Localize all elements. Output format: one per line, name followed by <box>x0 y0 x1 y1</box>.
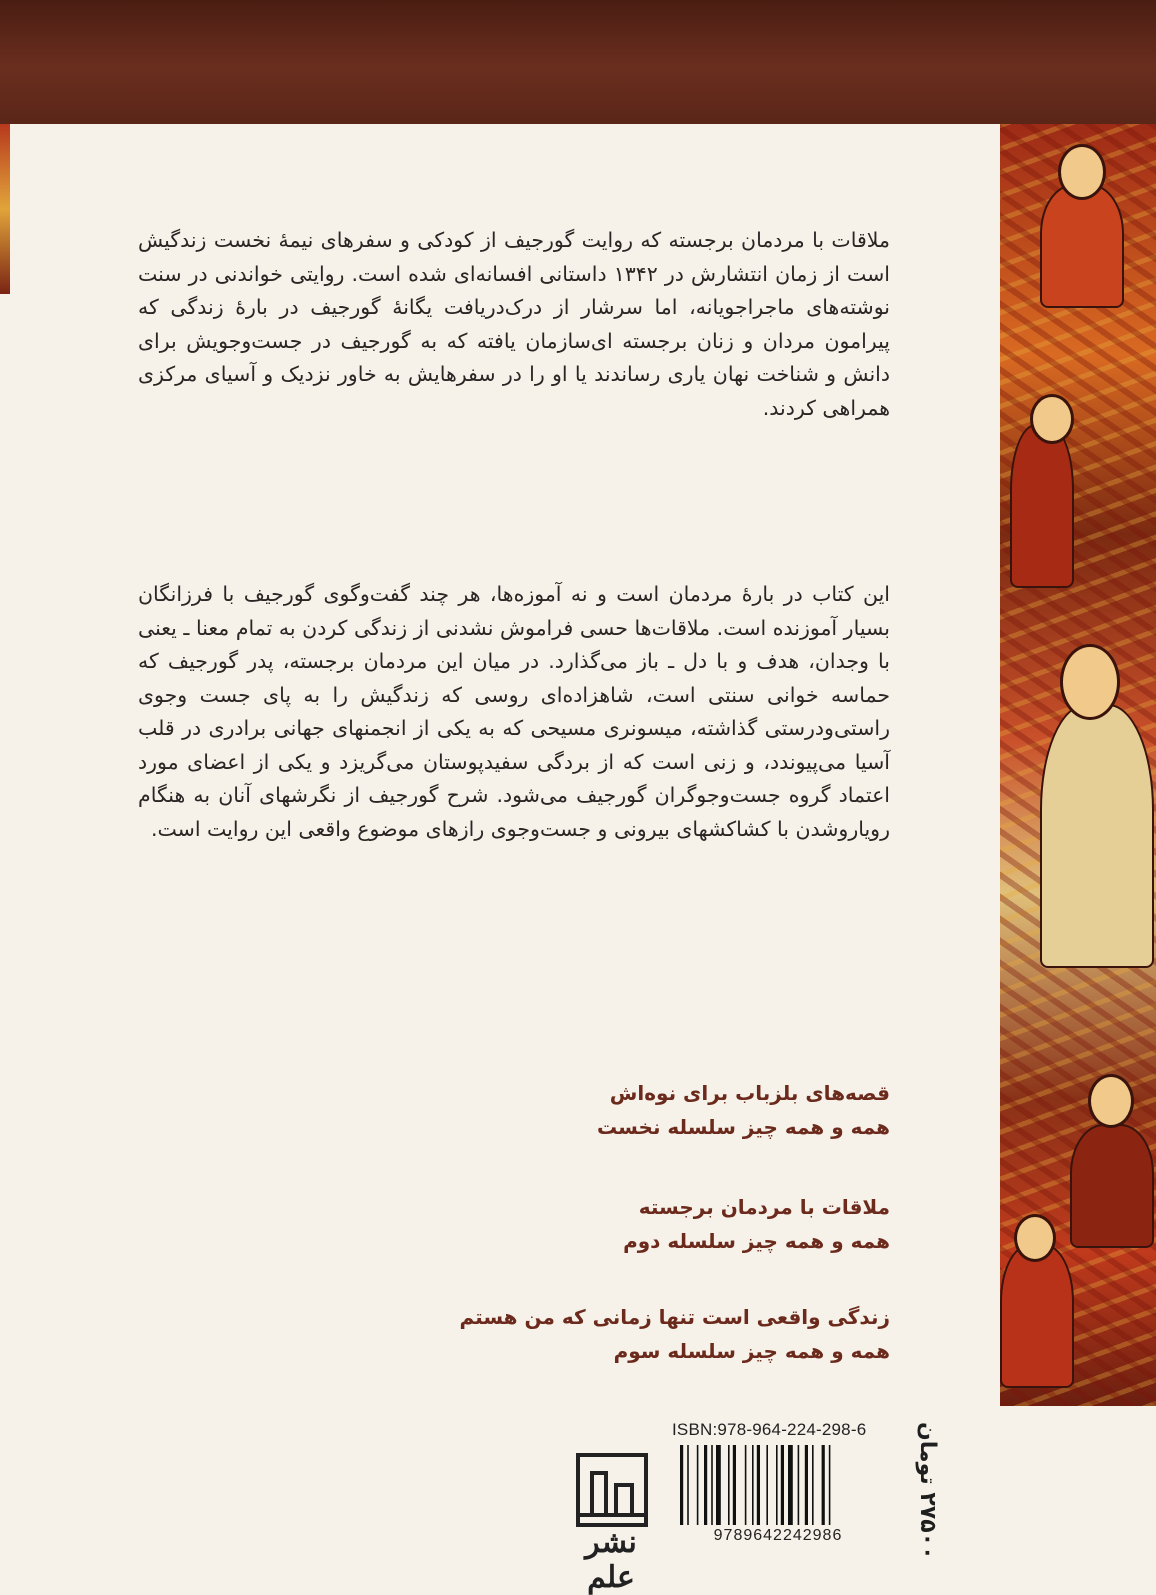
barcode-digits: 9789642242986 <box>713 1527 843 1544</box>
series-entry-2 <box>380 1190 890 1258</box>
series-title: زندگی واقعی است تنها زمانی که من هستم <box>459 1305 890 1329</box>
series-entry-3 <box>380 1300 890 1368</box>
series-title: ملاقات با مردمان برجسته <box>638 1195 890 1219</box>
series-subtitle: همه و همه چیز سلسله دوم <box>623 1229 890 1253</box>
cover-top-band <box>0 0 1156 124</box>
price-label: ۲۷۵۰۰ تومان <box>915 1422 940 1560</box>
barcode <box>678 1445 878 1525</box>
cover-painting <box>1000 124 1156 1406</box>
series-subtitle: همه و همه چیز سلسله نخست <box>597 1115 890 1139</box>
series-subtitle: همه و همه چیز سلسله سوم <box>613 1339 890 1363</box>
description-paragraph-1: ملاقات با مردمان برجسته که روایت گورجیف از کودکی و سفرهای نیمهٔ نخست زندگیش است از زمان انتشارش در ۱۳۴۲ داستانی افسانه‌ای شده است. روایتی خواندنی در سنت نوشته‌های ماجراجویانه، اما سرشار از درک‌دریافت یگانهٔ گورجیف در بارهٔ زندگی که پیرامون مردان و زنان برجسته ای‌سازمان یافته که به گورجیف در جست‌وجویش برای دانش و شناخت نهان یاری رساندند یا او را در سفرهایش به خاور نزدیک و آسیای مرکزی همراهی کردند. <box>138 228 890 420</box>
publisher-name: نشر علم <box>585 1525 637 1595</box>
description-paragraph-2: این کتاب در بارهٔ مردمان است و نه آموزه‌ها، هر چند گفت‌وگوی گورجیف با فرزانگان بسیار آموزنده است. ملاقات‌ها حسی فراموش نشدنی از زندگی کردن به تمام معنا ـ یعنی با وجدان، هدف و با دل ـ باز می‌گذارد. در میان این مردمان برجسته، پدر گورجیف که حماسه خوانی سنتی است، شاهزاده‌ای روسی که زندگیش را به پای جست وجوی راستی‌ودرستی گذاشته، میسونری مسیحی که به یکی از انجمنهای جهانی برادری در قلب آسیا می‌پیوندد، و زنی است که از بردگی سفیدپوستان می‌گریزد و یکی از اعضای مورد اعتماد گروه جست‌وجوگران گورجیف می‌شود. شرح گورجیف از نگرشهای آنان به هنگام رویاروشدن با کشاکشهای بیرونی و جست‌وجوی رازهای موضوع واقعی این روایت است. <box>138 582 890 841</box>
isbn-label: ISBN:978-964-224-298-6 <box>672 1420 867 1439</box>
series-title: قصه‌های بلزباب برای نوه‌اش <box>609 1081 890 1105</box>
cover-edge-art <box>0 124 10 294</box>
series-entry-1 <box>380 1076 890 1144</box>
